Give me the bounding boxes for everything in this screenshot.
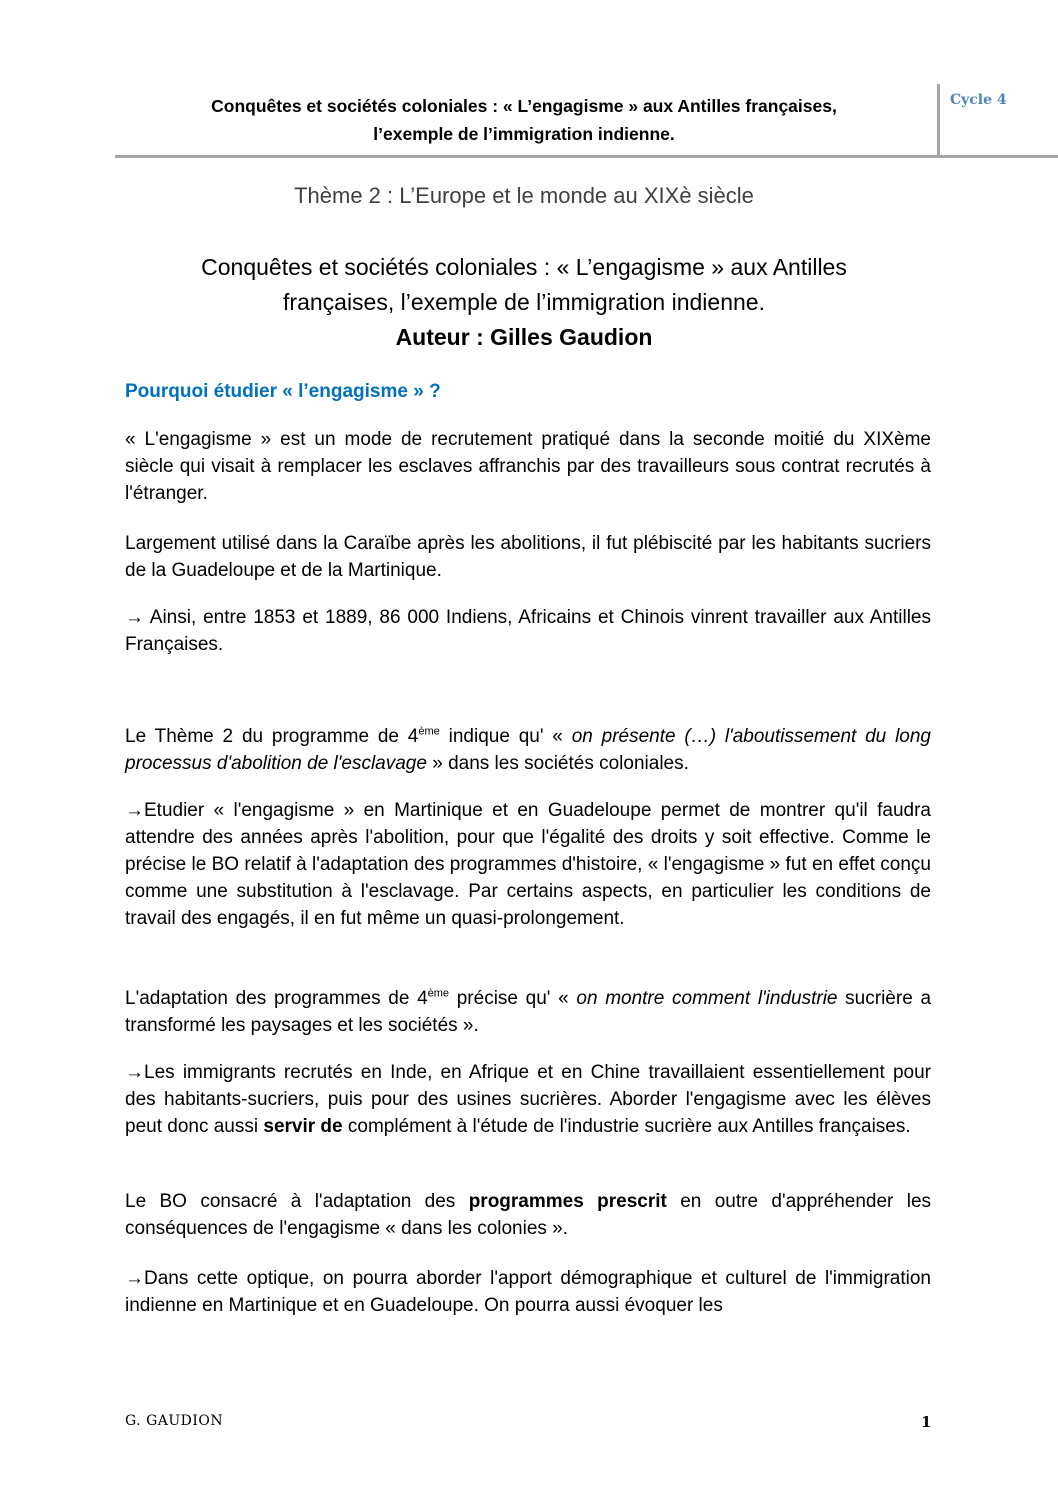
p6-superscript: ème: [427, 987, 450, 1000]
main-title: [118, 250, 930, 355]
p7-text-a: →Les immigrants recrutés en Inde, en Afrique et en Chine travaillaient essentiellement pour des habitants-sucriers, puis pour des usines sucrières. Aborder l'engagisme avec les élèves peut donc aussi: [125, 1062, 931, 1137]
p8-bold: programmes prescrit: [468, 1191, 667, 1212]
p8-text-a: Le BO consacré à l'adaptation des: [125, 1191, 469, 1212]
page-number: 1: [921, 1413, 932, 1431]
p6-text-c: sucrière a transformé les paysages et les sociétés ».: [125, 988, 932, 1036]
header-divider-vertical: [937, 84, 940, 156]
footer-author: G. GAUDION: [125, 1413, 224, 1429]
p6-quote: on montre comment l'industrie: [576, 988, 838, 1009]
p4-superscript: ème: [418, 725, 440, 738]
paragraph-equality: →Etudier « l'engagisme » en Martinique et en Guadeloupe permet de montrer qu'il faudra attendre des années après l'abolition, pour que l'égalité des droits y soit effective. Comme le précise le BO relatif à l'adaptation des programmes d'histoire, « l'engagisme » fut en effet conçu comme une substitution à l'esclavage. Par certains aspects, en particulier les conditions de travail des engagés, il en fut même un quasi-prolongement.: [125, 800, 931, 929]
paragraph-demographics: →Dans cette optique, on pourra aborder l'apport démographique et culturel de l'immigration indienne en Martinique et en Guadeloupe. On pourra aussi évoquer les: [125, 1268, 931, 1316]
paragraph-usage: Largement utilisé dans la Caraïbe après les abolitions, il fut plébiscité par les habitants sucriers de la Guadeloupe et de la Martinique.: [125, 533, 931, 581]
paragraph-programme-theme2: [125, 723, 931, 777]
main-title-line2: françaises, l’exemple de l’immigration indienne.: [283, 289, 765, 315]
section-heading: Pourquoi étudier « l’engagisme » ?: [125, 381, 441, 402]
paragraph-definition: « L'engagisme » est un mode de recrutement pratiqué dans la seconde moitié du XIXème siècle qui visait à remplacer les esclaves affranchis par des travailleurs sous contrat recrutés à l'étranger.: [125, 429, 931, 504]
p4-text-c: » dans les sociétés coloniales.: [426, 753, 689, 774]
p6-text-a: L'adaptation des programmes de 4: [125, 988, 428, 1009]
p7-text-b: complément à l'étude de l'industrie sucrière aux Antilles françaises.: [342, 1116, 911, 1137]
p6-text-b: précise qu' «: [449, 988, 577, 1009]
cycle-label: Cycle 4: [950, 92, 1007, 108]
header-divider-horizontal: [115, 155, 1058, 158]
paragraph-programme-industry: [125, 985, 931, 1039]
paragraph-immigrants: [125, 1059, 931, 1140]
p4-text-b: indique qu' «: [439, 726, 572, 747]
paragraph-bo-consequences: [125, 1188, 931, 1242]
p7-bold: servir de: [263, 1116, 343, 1137]
p8-text-b: en outre d'appréhender les conséquences de l'engagisme « dans les colonies ».: [125, 1191, 932, 1239]
p4-text-a: Le Thème 2 du programme de 4: [125, 726, 419, 747]
p4-quote: on présente (…) l'aboutissement du long processus d'abolition de l'esclavage: [125, 726, 931, 774]
header-title-line1: Conquêtes et sociétés coloniales : « L’engagisme » aux Antilles françaises,: [211, 96, 837, 116]
paragraph-figures: → Ainsi, entre 1853 et 1889, 86 000 Indiens, Africains et Chinois vinrent travailler aux Antilles Françaises.: [125, 607, 931, 655]
header-title-line2: l’exemple de l’immigration indienne.: [373, 124, 675, 144]
main-title-line1: Conquêtes et sociétés coloniales : « L’engagisme » aux Antilles: [201, 254, 847, 280]
header-title: [118, 92, 930, 148]
author-line: Auteur : Gilles Gaudion: [395, 324, 653, 350]
theme-subtitle: Thème 2 : L’Europe et le monde au XIXè siècle: [294, 183, 754, 208]
